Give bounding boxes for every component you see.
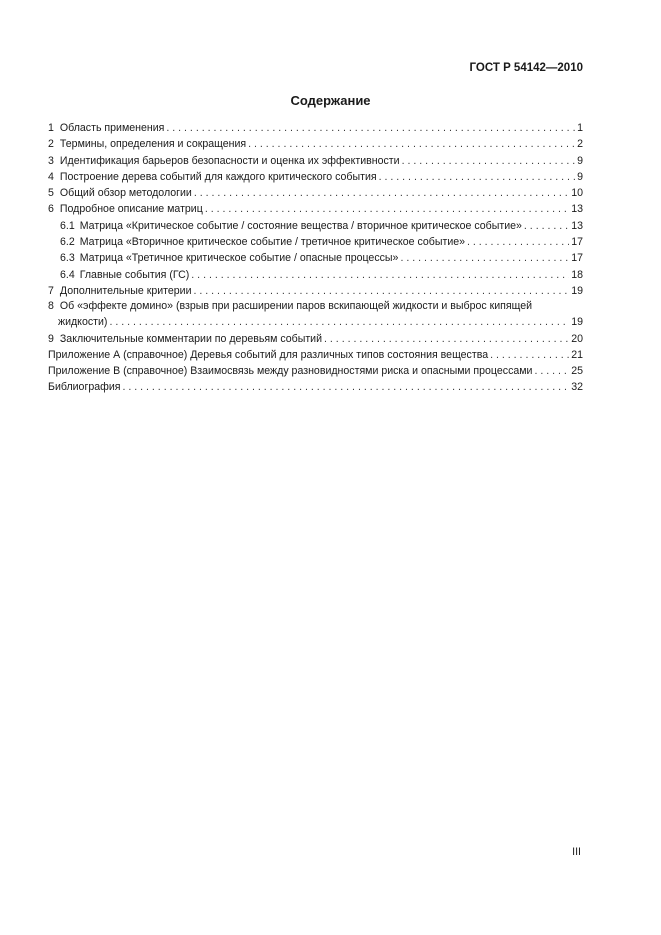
toc-entry-title: Подробное описание матриц: [59, 203, 203, 216]
toc-entry-title: Матрица «Третичное критическое событие / опасные процессы»: [79, 252, 399, 265]
toc-entry-number: 6.1: [60, 219, 75, 232]
toc-entry-appendix-b[interactable]: [48, 363, 583, 379]
toc-entry-page: 18: [571, 268, 583, 281]
toc-entry-title: Об «эффекте домино» (взрыв при расширении паров вскипающей жидкости и выброс кипящей: [59, 300, 533, 313]
dot-leader: [534, 363, 569, 379]
page-number: III: [572, 846, 581, 858]
dot-leader: [194, 185, 569, 201]
toc-entry-2[interactable]: [48, 136, 583, 152]
table-of-contents: [48, 120, 583, 396]
toc-entry-number: 3: [48, 154, 54, 167]
dot-leader: [166, 120, 575, 136]
dot-leader: [248, 136, 575, 152]
toc-entry-page: 32: [571, 381, 583, 394]
toc-entry-title: Область применения: [59, 122, 165, 134]
toc-entry-page: 1: [577, 122, 583, 134]
toc-entry-page: 17: [571, 236, 583, 249]
toc-entry-number: 6.3: [60, 252, 75, 265]
toc-entry-6-2[interactable]: [48, 234, 583, 250]
toc-entry-title: Матрица «Критическое событие / состояние вещества / вторичное критическое событие»: [79, 219, 522, 232]
toc-title: Содержание: [290, 93, 371, 108]
toc-entry-title: Заключительные комментарии по деревьям событий: [59, 332, 323, 345]
toc-entry-8[interactable]: [48, 299, 583, 314]
toc-entry-page: 19: [571, 284, 583, 297]
toc-entry-appendix-a[interactable]: [48, 347, 583, 363]
dot-leader: [402, 153, 576, 169]
dot-leader: [400, 250, 569, 266]
toc-entry-9[interactable]: [48, 331, 583, 347]
toc-entry-6-1[interactable]: [48, 218, 583, 234]
toc-entry-page: 20: [571, 332, 583, 345]
toc-entry-title-continuation: жидкости): [58, 316, 108, 329]
dot-leader: [191, 267, 569, 283]
dot-leader: [524, 218, 569, 234]
toc-entry-number: 9: [48, 332, 54, 345]
toc-entry-title: Приложение А (справочное) Деревья событий для различных типов состояния вещества: [48, 348, 489, 361]
document-code: ГОСТ Р 54142—2010: [469, 62, 583, 74]
toc-entry-title: Построение дерева событий для каждого критического события: [59, 170, 377, 183]
dot-leader: [194, 283, 570, 299]
toc-entry-page: 9: [577, 154, 583, 167]
toc-entry-number: 6.4: [60, 268, 75, 281]
toc-entry-number: 5: [48, 187, 54, 200]
toc-entry-number: 6.2: [60, 236, 75, 249]
toc-entry-title: Библиография: [48, 381, 121, 394]
toc-entry-title: Термины, определения и сокращения: [59, 138, 247, 151]
toc-entry-title: Приложение В (справочное) Взаимосвязь между разновидностями риска и опасными процессами: [48, 365, 533, 378]
toc-entry-page: 2: [577, 138, 583, 151]
dot-leader: [205, 201, 569, 217]
toc-entry-4[interactable]: [48, 169, 583, 185]
toc-entry-7[interactable]: [48, 283, 583, 299]
dot-leader: [109, 314, 569, 330]
toc-entry-number: 1: [48, 122, 54, 134]
toc-entry-6-4[interactable]: [48, 267, 583, 283]
dot-leader: [467, 234, 569, 250]
toc-entry-bibliography[interactable]: [48, 379, 583, 395]
toc-entry-8-continuation[interactable]: [48, 314, 583, 330]
toc-entry-number: 2: [48, 138, 54, 151]
toc-entry-page: 25: [571, 365, 583, 378]
toc-entry-page: 10: [571, 187, 583, 200]
toc-entry-page: 9: [577, 170, 583, 183]
dot-leader: [490, 347, 569, 363]
toc-entry-title: Общий обзор методологии: [59, 187, 192, 200]
toc-entry-6-3[interactable]: [48, 250, 583, 266]
toc-entry-number: 8: [48, 300, 54, 313]
dot-leader: [379, 169, 575, 185]
dot-leader: [324, 331, 569, 347]
toc-entry-page: 19: [571, 316, 583, 329]
toc-entry-title: Матрица «Вторичное критическое событие / третичное критическое событие»: [79, 236, 466, 249]
toc-entry-title: Идентификация барьеров безопасности и оценка их эффективности: [59, 154, 400, 167]
toc-entry-6[interactable]: [48, 201, 583, 217]
toc-entry-number: 6: [48, 203, 54, 216]
dot-leader: [122, 379, 569, 395]
toc-entry-1[interactable]: [48, 120, 583, 136]
toc-entry-page: 13: [571, 203, 583, 216]
toc-entry-title: Дополнительные критерии: [59, 284, 192, 297]
toc-entry-page: 17: [571, 252, 583, 265]
toc-entry-page: 13: [571, 219, 583, 232]
toc-entry-number: 4: [48, 170, 54, 183]
toc-entry-page: 21: [571, 348, 583, 361]
toc-entry-5[interactable]: [48, 185, 583, 201]
toc-entry-title: Главные события (ГС): [79, 268, 190, 281]
toc-entry-3[interactable]: [48, 153, 583, 169]
toc-entry-number: 7: [48, 284, 54, 297]
